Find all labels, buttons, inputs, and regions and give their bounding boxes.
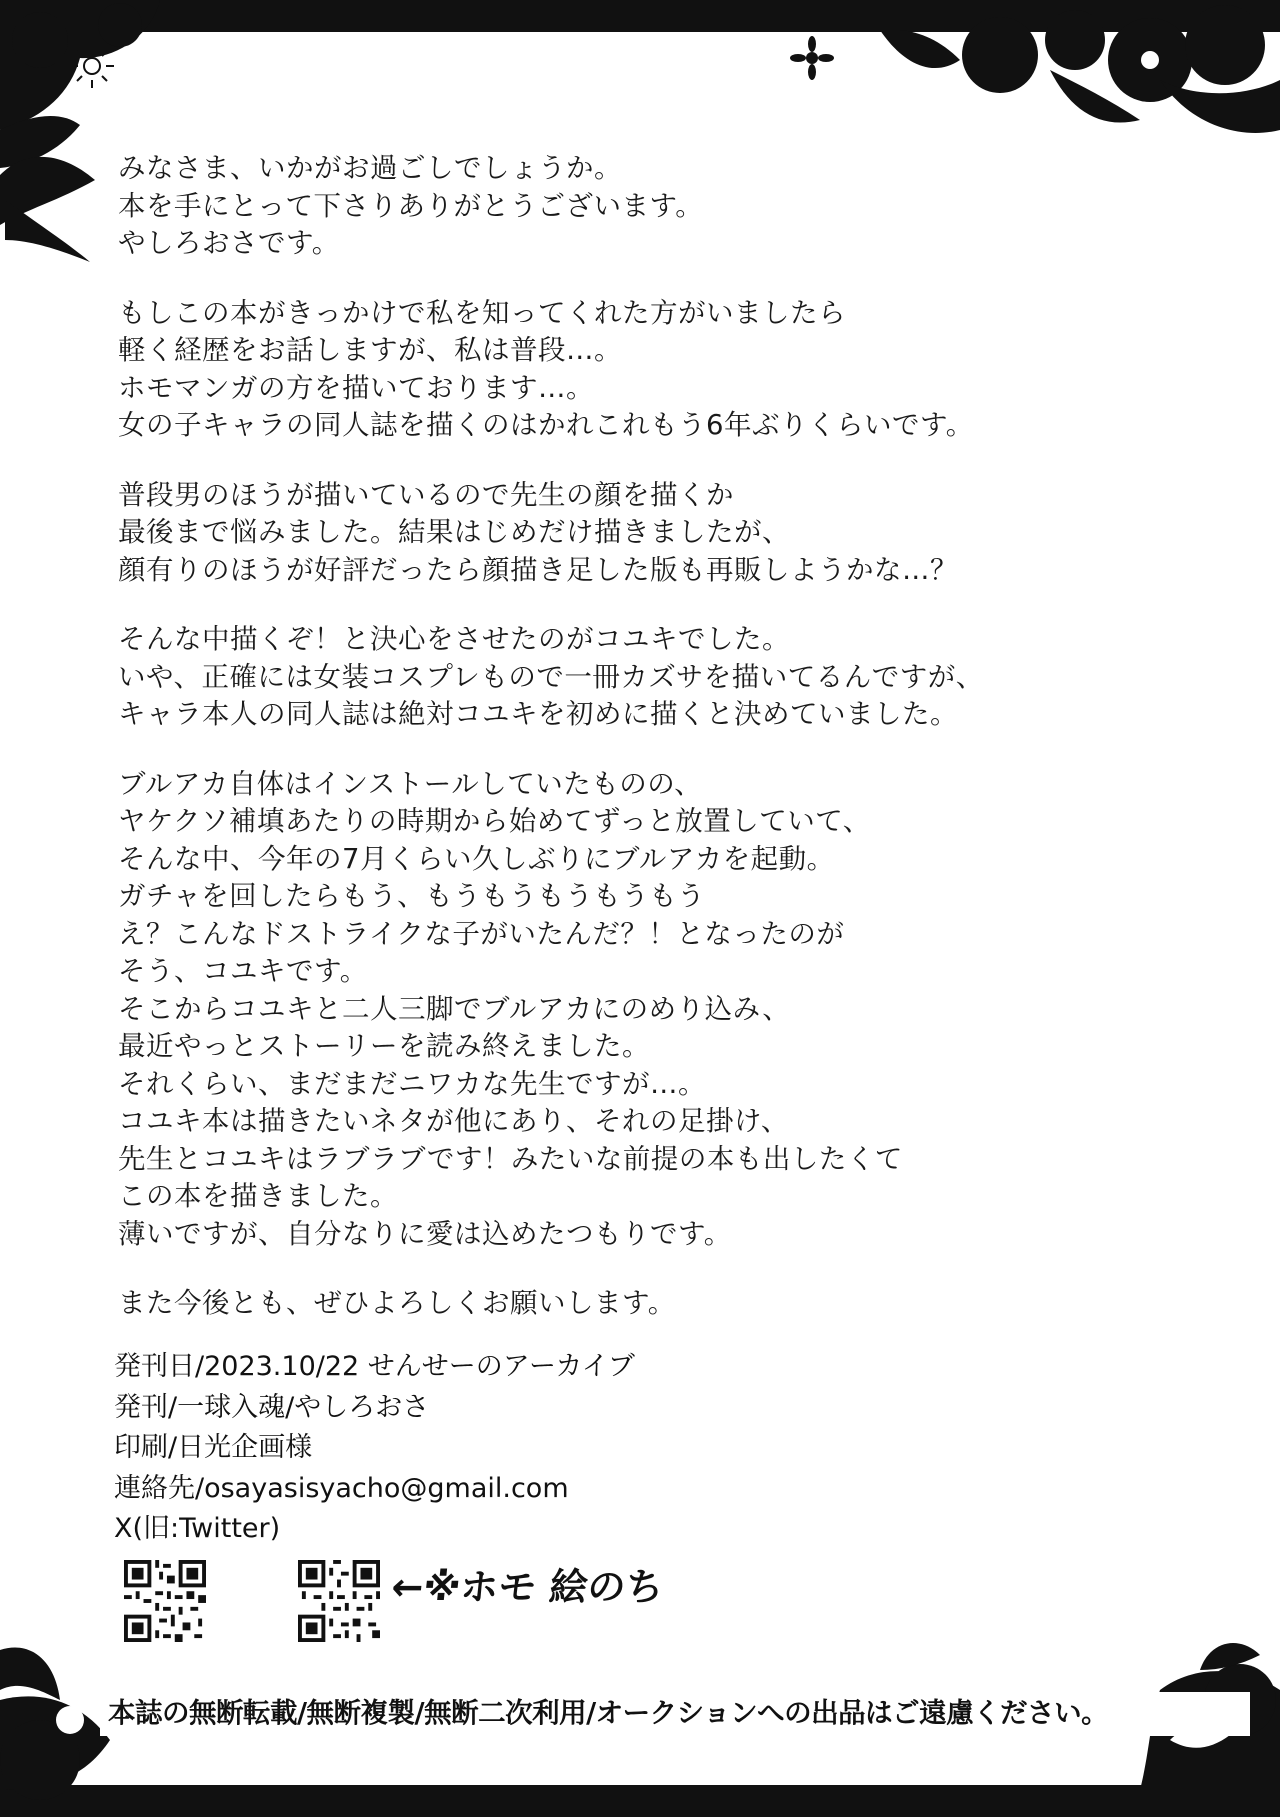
text-line: 最近やっとストーリーを読み終えました。 — [118, 1030, 650, 1062]
colophon-contact: 連絡先/osayasisyacho@gmail.com — [114, 1472, 569, 1504]
colophon-x-account: X(旧:Twitter) — [114, 1513, 281, 1544]
text-line: ホモマンガの方を描いております…。 — [118, 371, 594, 404]
colophon-publish-date: 発刊日/2023.10/22 せんせーのアーカイブ — [114, 1351, 635, 1382]
text-line: 軽く経歴をお話しますが、私は普段…。 — [118, 334, 622, 366]
copyright-notice: 本誌の無断転載/無断複製/無断二次利用/オークションへの出品はご遠慮ください。 — [108, 1697, 1109, 1729]
text-line: 先生とコユキはラブラブです！みたいな前提の本も出したくて — [118, 1142, 903, 1175]
text-line: え？こんなドストライクな子がいたんだ？！となったのが — [118, 917, 845, 950]
afterword-body — [118, 150, 1118, 1355]
text-line: そんな中描くぞ！と決心をさせたのがコユキでした。 — [118, 623, 790, 655]
text-line: ブルアカ自体はインストールしていたものの、 — [118, 767, 703, 800]
text-line: 最後まで悩みました。結果はじめだけ描きましたが、 — [118, 516, 790, 548]
text-line: コユキ本は描きたいネタが他にあり、それの足掛け、 — [118, 1105, 789, 1137]
colophon — [114, 1347, 814, 1550]
paragraph-story — [118, 766, 1118, 1254]
text-line: 本を手にとって下さりありがとうございます。 — [118, 189, 704, 222]
text-line: 普段男のほうが描いているので先生の顔を描くか — [118, 478, 734, 511]
text-line: やしろおさです。 — [118, 227, 340, 259]
text-line: キャラ本人の同人誌は絶対コユキを初めに描くと決めていました。 — [118, 698, 958, 730]
handwritten-note: ←※ホモ 絵のち — [389, 1565, 666, 1609]
paragraph-face-decision — [118, 477, 1118, 590]
text-line: それくらい、まだまだニワカな先生ですが…。 — [118, 1067, 706, 1100]
text-line: いや、正確には女装コスプレもので一冊カズサを描いてるんですが、 — [118, 660, 984, 693]
text-line: 女の子キャラの同人誌を描くのはかれこれもう6年ぶりくらいです。 — [118, 409, 974, 441]
text-line: この本を描きました。 — [118, 1180, 398, 1212]
paragraph-background — [118, 295, 1118, 445]
text-line: また今後とも、ぜひよろしくお願いします。 — [118, 1287, 676, 1319]
text-line: ガチャを回したらもう、もうもうもうもうもう — [118, 880, 706, 912]
text-line: そこからコユキと二人三脚でブルアカにのめり込み、 — [118, 992, 791, 1025]
text-line: そんな中、今年の7月くらい久しぶりにブルアカを起動。 — [118, 842, 835, 875]
text-line: ヤケクソ補填あたりの時期から始めてずっと放置していて、 — [118, 805, 871, 837]
colophon-publisher: 発刊/一球入魂/やしろおさ — [114, 1391, 430, 1423]
text-line: そう、コユキです。 — [118, 955, 368, 987]
qr-code-icon[interactable] — [298, 1560, 380, 1642]
paragraph-koyuki-decision — [118, 621, 1118, 734]
text-line: もしこの本がきっかけで私を知ってくれた方がいましたら — [118, 296, 846, 329]
text-line: みなさま、いかがお過ごしでしょうか。 — [118, 152, 622, 184]
paragraph-closing — [118, 1285, 1118, 1323]
paragraph-greeting — [118, 150, 1118, 263]
text-line: 薄いですが、自分なりに愛は込めたつもりです。 — [118, 1217, 732, 1250]
colophon-printer: 印刷/日光企画様 — [114, 1432, 313, 1463]
text-line: 顔有りのほうが好評だったら顔描き足した版も再販しようかな…？ — [118, 553, 958, 586]
qr-code-icon[interactable] — [124, 1560, 206, 1642]
